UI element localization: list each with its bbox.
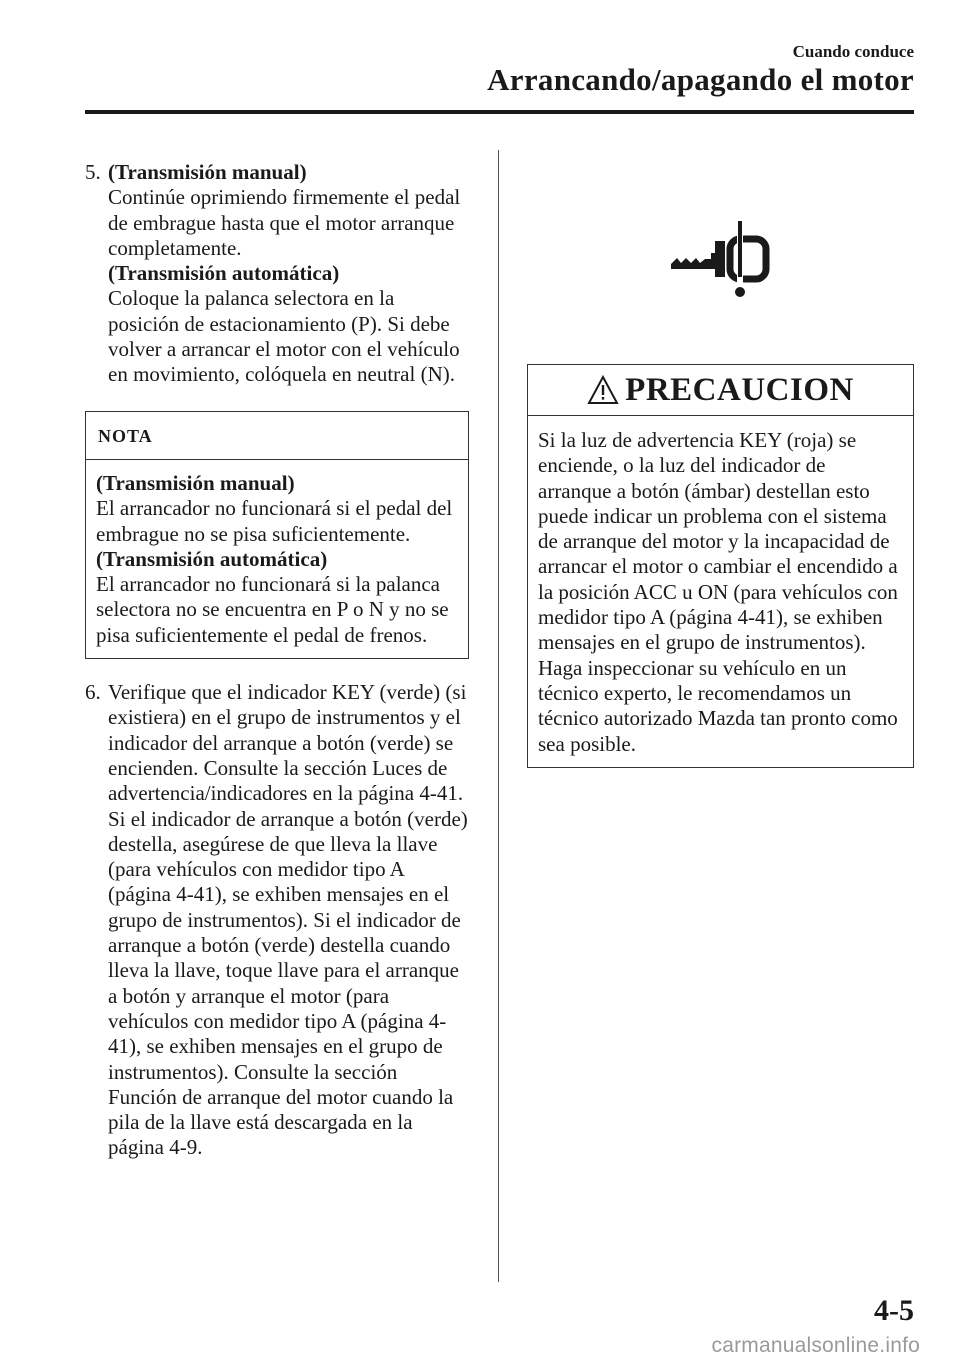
note-manual-text: El arrancador no funcionará si el pedal del embrague no se pisa suficientemente. <box>96 496 453 546</box>
header-section-label: Cuando conduce <box>792 42 914 61</box>
caution-body: Si la luz de advertencia KEY (roja) se enciende, o la luz del indicador de arranque a botón (ámbar) destellan esto puede indicar un problema con el sistema de arranque del motor y la incapacidad de arrancar el motor o cambiar el encendido a la posición ACC u ON (para vehículos con medidor tipo A (página 4-41), se exhiben mensajes en el grupo de instrumentos). Haga inspeccionar su vehículo en un técnico experto, le recomendamos un técnico autorizado Mazda tan pronto como sea posible. <box>538 428 898 756</box>
note-auto-heading: (Transmisión automática) <box>96 546 328 571</box>
header-rule <box>85 110 914 114</box>
step-6 <box>85 680 469 1161</box>
page-title: Arrancando/apagando el motor <box>487 62 914 97</box>
column-divider <box>498 150 499 1282</box>
key-warning-icon <box>667 215 787 305</box>
note-auto-text: El arrancador no funcionará si la palanca selectora no se encuentra en P o N y no se pisa suficientemente el pedal de frenos. <box>96 572 449 647</box>
caution-header <box>528 365 913 416</box>
warning-triangle-icon <box>587 375 619 405</box>
left-column <box>85 160 469 1161</box>
auto-text: Coloque la palanca selectora en la posición de estacionamiento (P). Si debe volver a arrancar el motor con el vehículo en movimiento, colóquela en neutral (N). <box>108 286 460 387</box>
step-number: 6. <box>85 680 101 705</box>
manual-text: Continúe oprimiendo firmemente el pedal de embrague hasta que el motor arranque completamente. <box>108 185 461 260</box>
manual-heading: (Transmisión manual) <box>108 160 307 184</box>
step-body: Verifique que el indicador KEY (verde) (si existiera) en el grupo de instrumentos y el indicador del arranque a botón (verde) se encienden. Consulte la sección Luces de advertencia/indicadores en la página 4-41. Si el indicador de arranque a botón (verde) destella, asegúrese de que lleva la llave (para vehículos con medidor tipo A (página 4-41), se exhiben mensajes en el grupo de instrumentos). Si el indicador de arranque a botón (verde) destella cuando lleva la llave, toque llave para el arranque a botón y arranque el motor (para vehículos con medidor tipo A (página 4-41), se exhiben mensajes en el grupo de instrumentos). Consulte la sección Función de arranque del motor cuando la pila de la llave está descargada en la página 4-9. <box>108 680 468 1160</box>
note-body <box>86 460 468 658</box>
note-manual-heading: (Transmisión manual) <box>96 470 295 495</box>
step-5 <box>85 160 469 388</box>
note-heading: NOTA <box>86 412 468 460</box>
note-box <box>85 411 469 659</box>
caution-heading: PRECAUCION <box>625 371 854 408</box>
watermark: carmanualsonline.info <box>711 1334 920 1357</box>
caution-box <box>527 364 914 768</box>
auto-heading: (Transmisión automática) <box>108 261 340 286</box>
step-number: 5. <box>85 160 101 184</box>
page-number: 4-5 <box>874 1294 914 1327</box>
step-body <box>108 160 469 388</box>
